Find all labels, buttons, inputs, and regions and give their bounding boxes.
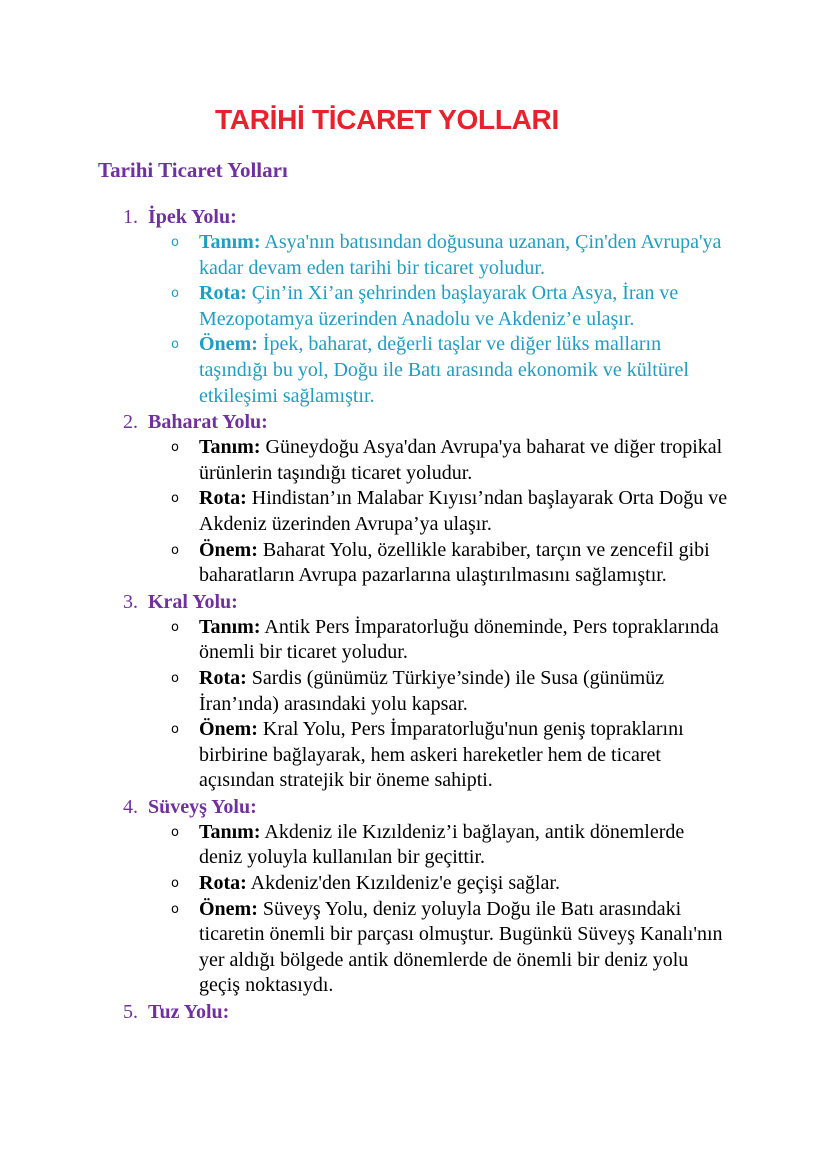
section-kral-yolu [0,589,828,794]
bullet-circle-icon: o [171,619,179,635]
item-label: Tanım: [199,820,261,843]
bullet-circle-icon: o [171,901,179,917]
section-number: 1. [123,206,138,228]
item-text: Asya'nın batısından doğusuna uzanan, Çin'den Avrupa'ya kadar devam eden tarihi bir ticaret yoludur. [199,231,722,279]
item-text: Kral Yolu, Pers İmparatorluğu'nun geniş topraklarını birbirine bağlayarak, hem askeri hareketler hem de ticaret açısından stratejik bir öneme sahipti. [199,718,684,792]
bullet-circle-icon: o [171,286,179,302]
item-label: Rota: [199,282,247,305]
section-ipek-yolu [0,204,828,409]
list-item [0,332,828,409]
section-heading [0,589,828,615]
bullet-circle-icon: o [171,876,179,892]
list-item [0,538,828,589]
bullet-circle-icon: o [171,542,179,558]
section-suveys-yolu [0,794,828,999]
item-text: Antik Pers İmparatorluğu döneminde, Pers topraklarında önemli bir ticaret yoludur. [199,615,719,664]
section-heading [0,794,828,820]
route-list [0,204,828,1025]
section-number: 5. [123,1001,138,1024]
page-title: TARİHİ TİCARET YOLLARI [215,104,559,135]
item-text: Baharat Yolu, özellikle karabiber, tarçın ve zencefil gibi baharatların Avrupa pazarlarına ulaştırılmasını sağlamıştır. [199,538,710,587]
item-label: Tanım: [199,231,261,253]
bullet-circle-icon: o [171,337,179,353]
section-title: Baharat Yolu: [148,411,268,434]
section-number: 4. [123,795,138,818]
section-baharat-yolu [0,409,828,589]
item-label: Tanım: [199,615,261,638]
item-label: Rota: [199,666,247,689]
bullet-circle-icon: o [171,235,179,250]
bullet-circle-icon: o [171,491,179,507]
item-text: Güneydoğu Asya'dan Avrupa'ya baharat ve diğer tropikal ürünlerin taşındığı ticaret yoludur. [199,436,723,484]
section-title: Kral Yolu: [148,590,238,613]
section-number: 3. [123,590,138,613]
item-label: Önem: [199,897,258,920]
subtitle: Tarihi Ticaret Yolları [98,158,288,182]
list-item [0,717,828,794]
item-text: Hindistan’ın Malabar Kıyısı’ndan başlayarak Orta Doğu ve Akdeniz üzerinden Avrupa’ya ulaşır. [199,487,728,535]
item-label: Tanım: [199,436,261,459]
item-label: Önem: [199,538,258,561]
bullet-circle-icon: o [171,670,179,686]
section-tuz-yolu [0,999,828,1025]
item-text: Akdeniz ile Kızıldeniz’i bağlayan, antik dönemlerde deniz yoluyla kullanılan bir geçittir. [199,820,685,869]
list-item [0,615,828,666]
list-item [0,871,828,897]
section-heading [0,999,828,1025]
section-title: Süveyş Yolu: [148,795,257,818]
bullet-circle-icon: o [171,722,179,738]
item-label: Önem: [199,718,258,741]
list-item [0,230,828,281]
section-title: İpek Yolu: [148,206,237,228]
item-label: Rota: [199,487,247,510]
section-title: Tuz Yolu: [148,1001,230,1024]
list-item [0,281,828,332]
bullet-circle-icon: o [171,824,179,840]
section-heading [0,409,828,435]
list-item [0,897,828,999]
item-text: Çin’in Xi’an şehrinden başlayarak Orta Asya, İran ve Mezopotamya üzerinden Anadolu ve Akdeniz’e ulaşır. [199,282,679,330]
item-text: İpek, baharat, değerli taşlar ve diğer lüks malların taşındığı bu yol, Doğu ile Batı arasında ekonomik ve kültürel etkileşimi sağlamıştır. [199,333,689,407]
item-text: Akdeniz'den Kızıldeniz'e geçişi sağlar. [246,872,560,895]
list-item [0,486,828,537]
list-item [0,435,828,486]
item-text: Süveyş Yolu, deniz yoluyla Doğu ile Batı arasındaki ticaretin önemli bir parçası olmuştur. Bugünkü Süveyş Kanalı'nın yer aldığı bölgede antik dönemlerde de önemli bir deniz yolu geçiş noktasıydı. [199,897,723,997]
list-item [0,666,828,717]
item-text: Sardis (günümüz Türkiye’sinde) ile Susa (günümüz İran’ında) arasındaki yolu kapsar. [199,666,665,715]
item-label: Rota: [199,872,247,895]
section-heading [0,204,828,230]
section-number: 2. [123,411,138,434]
item-label: Önem: [199,333,258,356]
list-item [0,820,828,871]
bullet-circle-icon: o [171,440,179,456]
